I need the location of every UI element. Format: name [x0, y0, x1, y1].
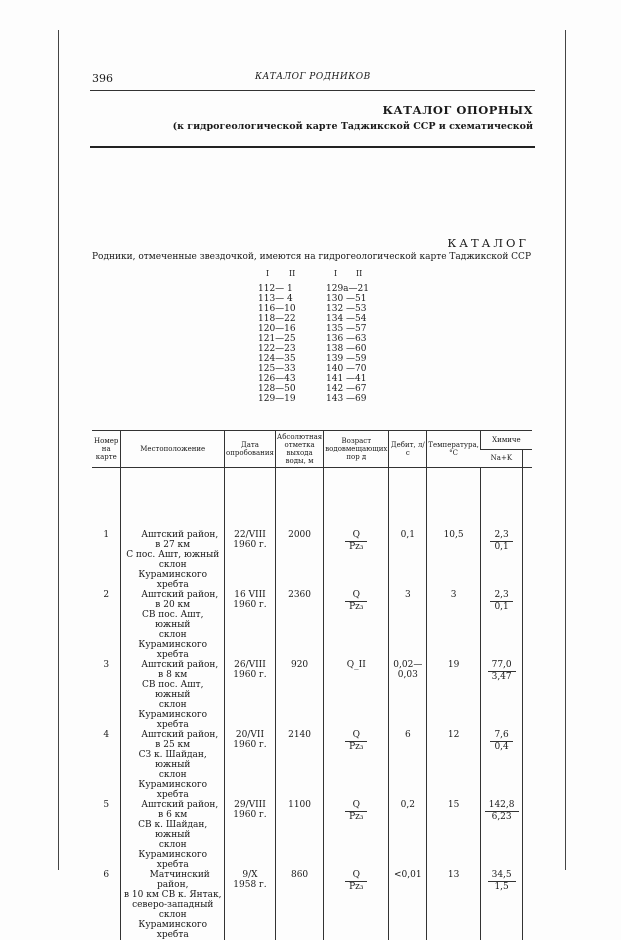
xref-header-i-right: I — [334, 269, 338, 278]
page-left-edge — [58, 30, 59, 870]
age-numerator: Q — [345, 870, 367, 882]
na-k-cell — [480, 800, 522, 870]
sampling-date — [225, 468, 276, 591]
aquifer-age: Q_II — [346, 660, 366, 670]
date-line: 22/VIII — [234, 530, 266, 540]
xref-header-ii-right: II — [356, 269, 363, 278]
header-temperature: Температура, °С — [427, 431, 481, 468]
temperature: 19 — [427, 660, 481, 730]
age-numerator: Q — [345, 530, 367, 542]
date-line: 26/VIII — [234, 660, 266, 670]
header-altitude: Абсолютная отметка выхода воды, м — [275, 431, 323, 468]
discharge: <0,01 — [389, 870, 427, 940]
spring-number: 4 — [103, 730, 110, 740]
running-title: КАТАЛОГ РОДНИКОВ — [255, 72, 371, 82]
sampling-date — [225, 800, 276, 870]
na-k-denominator: 0,4 — [494, 742, 509, 752]
xref-entry: 129—19 — [258, 394, 296, 404]
location-line: СЗ к. Шайдан, южный — [138, 750, 207, 770]
aquifer-age — [345, 870, 367, 893]
date-line: 16 VIII — [234, 590, 266, 600]
age-denominator: Pz₃ — [349, 542, 364, 552]
temperature: 13 — [427, 870, 481, 940]
header-location: Местоположение — [121, 431, 225, 468]
location-line: Аштский район, в 25 км — [141, 730, 219, 750]
location-line: Аштский район, в 6 км — [141, 800, 219, 820]
spring-number: 1 — [103, 530, 110, 540]
location-line: северо-западный склон — [132, 900, 214, 920]
xref-entry: 134 —54 — [326, 314, 367, 324]
xref-header-ii-left: II — [289, 269, 296, 278]
catalog-subtitle: Родники, отмеченные звездочкой, имеются на гидрогеологической карте Таджикской ССР — [92, 252, 532, 262]
aquifer-age — [345, 590, 367, 613]
springs-table — [92, 430, 532, 940]
xref-header-i-left: I — [266, 269, 270, 278]
sampling-date — [225, 870, 276, 940]
table-row — [92, 730, 532, 800]
location-line: хребта — [156, 790, 189, 800]
altitude: 2360 — [275, 590, 323, 660]
xref-entry: 113— 4 — [258, 294, 293, 304]
xref-entry: 130 —51 — [326, 294, 367, 304]
location-line: в 10 км СВ к. Янтак, — [123, 890, 222, 900]
xref-entry: 129а—21 — [326, 284, 369, 294]
discharge: 0,2 — [389, 800, 427, 870]
xref-entry: 143 —69 — [326, 394, 367, 404]
location-line: Аштский район, в 27 км — [141, 530, 219, 550]
spring-location — [121, 870, 225, 940]
altitude: 2000 — [275, 468, 323, 591]
na-k-denominator: 0,1 — [494, 602, 509, 612]
sampling-date — [225, 660, 276, 730]
na-k-cell — [480, 468, 522, 591]
na-k-cell — [480, 730, 522, 800]
na-k-numerator: 34,5 — [488, 870, 516, 882]
header-chemistry: Химиче — [480, 431, 532, 450]
na-k-cell — [480, 660, 522, 730]
chem-extra-cell — [523, 660, 532, 730]
xref-entry: 128—50 — [258, 384, 296, 394]
title-rule — [90, 146, 535, 148]
age-numerator: Q — [345, 800, 367, 812]
altitude: 920 — [275, 660, 323, 730]
date-line: 29/VIII — [234, 800, 266, 810]
sampling-date — [225, 730, 276, 800]
xref-entry: 126—43 — [258, 374, 296, 384]
date-line: 1960 г. — [233, 810, 267, 820]
date-line: 1960 г. — [233, 670, 267, 680]
xref-entry: 118—22 — [258, 314, 296, 324]
na-k-cell — [480, 870, 522, 940]
header-date: Дата опробования — [225, 431, 276, 468]
xref-entry: 124—35 — [258, 354, 296, 364]
na-k-numerator: 2,3 — [490, 530, 512, 542]
chem-extra-cell — [523, 800, 532, 870]
location-line: С пос. Ашт, южный — [126, 550, 220, 560]
na-k-numerator: 77,0 — [488, 660, 516, 672]
na-k-value — [488, 870, 516, 893]
na-k-denominator: 6,23 — [491, 812, 512, 822]
header-discharge: Дебит, л/с — [389, 431, 427, 468]
xref-entry: 116—10 — [258, 304, 296, 314]
date-line: 1960 г. — [233, 540, 267, 550]
xref-list-left — [258, 284, 296, 404]
location-line: СВ к. Шайдан, южный — [138, 820, 208, 840]
na-k-denominator: 1,5 — [494, 882, 509, 892]
sampling-date — [225, 590, 276, 660]
temperature: 10,5 — [427, 468, 481, 591]
xref-entry: 136 —63 — [326, 334, 367, 344]
xref-entry: 135 —57 — [326, 324, 367, 334]
chem-extra-cell — [523, 468, 532, 591]
spring-location — [121, 590, 225, 660]
na-k-denominator: 3,47 — [491, 672, 512, 682]
location-line: хребта — [156, 580, 189, 590]
page-right-edge — [565, 30, 566, 870]
header-number: Номер на карте — [92, 431, 121, 468]
table-row — [92, 870, 532, 940]
location-line: СВ пос. Ашт, южный — [141, 680, 204, 700]
temperature: 3 — [427, 590, 481, 660]
spring-location — [121, 800, 225, 870]
altitude: 860 — [275, 870, 323, 940]
age-cell — [324, 590, 389, 660]
xref-entry: 142 —67 — [326, 384, 367, 394]
location-line: СВ пос. Ашт, южный — [141, 610, 204, 630]
spring-number: 6 — [103, 870, 110, 880]
age-cell — [324, 730, 389, 800]
chem-extra-cell — [523, 590, 532, 660]
aquifer-age — [345, 530, 367, 553]
spring-location — [121, 468, 225, 591]
date-line: 1960 г. — [233, 740, 267, 750]
table-row — [92, 468, 532, 591]
chem-extra-cell — [523, 870, 532, 940]
table-row — [92, 800, 532, 870]
location-line: хребта — [156, 720, 189, 730]
catalog-title-subline: (к гидрогеологической карте Таджикской ССР и схематической — [172, 121, 533, 132]
location-line: Матчинский район, — [149, 870, 210, 890]
header-rule — [90, 90, 535, 91]
age-cell — [324, 800, 389, 870]
na-k-cell — [480, 590, 522, 660]
temperature: 15 — [427, 800, 481, 870]
xref-entry: 122—23 — [258, 344, 296, 354]
location-line: Аштский район, в 20 км — [141, 590, 219, 610]
xref-entry: 138 —60 — [326, 344, 367, 354]
xref-entry: 112— 1 — [258, 284, 293, 294]
na-k-numerator: 142,8 — [485, 800, 519, 812]
chem-extra-cell — [523, 730, 532, 800]
aquifer-age — [345, 800, 367, 823]
age-numerator: Q — [345, 590, 367, 602]
temperature: 12 — [427, 730, 481, 800]
spring-number: 5 — [103, 800, 110, 810]
location-line: склон Кураминского — [138, 840, 208, 860]
age-denominator: Pz₃ — [349, 882, 364, 892]
catalog-heading: КАТАЛОГ — [447, 236, 529, 250]
discharge: 6 — [389, 730, 427, 800]
age-denominator: Pz₃ — [349, 742, 364, 752]
xref-entry: 120—16 — [258, 324, 296, 334]
xref-entry: 141 —41 — [326, 374, 367, 384]
xref-list-right — [326, 284, 369, 404]
altitude: 1100 — [275, 800, 323, 870]
date-line: 9/X — [242, 870, 258, 880]
header-age: Возраст водовмещающих пор д — [324, 431, 389, 468]
na-k-denominator: 0,1 — [494, 542, 509, 552]
location-line: склон Кураминского — [138, 560, 208, 580]
altitude: 2140 — [275, 730, 323, 800]
discharge: 3 — [389, 590, 427, 660]
catalog-title: КАТАЛОГ ОПОРНЫХ — [382, 103, 533, 117]
discharge: 0,02—0,03 — [389, 660, 427, 730]
spring-location — [121, 730, 225, 800]
header-na-k: Na+K — [480, 449, 522, 468]
age-denominator: Pz₃ — [349, 812, 364, 822]
na-k-value — [490, 530, 512, 553]
age-numerator: Q — [345, 730, 367, 742]
date-line: 20/VII — [235, 730, 265, 740]
location-line: склон Кураминского — [138, 770, 208, 790]
location-line: склон Кураминского — [138, 700, 208, 720]
na-k-value — [488, 660, 516, 683]
page-number: 396 — [92, 72, 113, 85]
spring-number: 2 — [103, 590, 110, 600]
table-row — [92, 660, 532, 730]
xref-entry: 140 —70 — [326, 364, 367, 374]
age-cell — [324, 870, 389, 940]
location-line: хребта — [156, 650, 189, 660]
na-k-numerator: 7,6 — [490, 730, 512, 742]
aquifer-age — [345, 730, 367, 753]
age-cell — [324, 660, 389, 730]
spring-number: 3 — [103, 660, 110, 670]
spring-location — [121, 660, 225, 730]
na-k-numerator: 2,3 — [490, 590, 512, 602]
header-chem-extra — [523, 449, 532, 468]
na-k-value — [490, 590, 512, 613]
age-cell — [324, 468, 389, 591]
date-line: 1960 г. — [233, 600, 267, 610]
discharge: 0,1 — [389, 468, 427, 591]
table-row — [92, 590, 532, 660]
location-line: Аштский район, в 8 км — [141, 660, 219, 680]
date-line: 1958 г. — [233, 880, 267, 890]
na-k-value — [485, 800, 519, 823]
xref-entry: 121—25 — [258, 334, 296, 344]
age-denominator: Pz₃ — [349, 602, 364, 612]
location-line: склон Кураминского — [138, 630, 208, 650]
xref-entry: 139 —59 — [326, 354, 367, 364]
location-line: Кураминского хребта — [138, 920, 208, 940]
xref-entry: 125—33 — [258, 364, 296, 374]
na-k-value — [490, 730, 512, 753]
xref-entry: 132 —53 — [326, 304, 367, 314]
location-line: хребта — [156, 860, 189, 870]
